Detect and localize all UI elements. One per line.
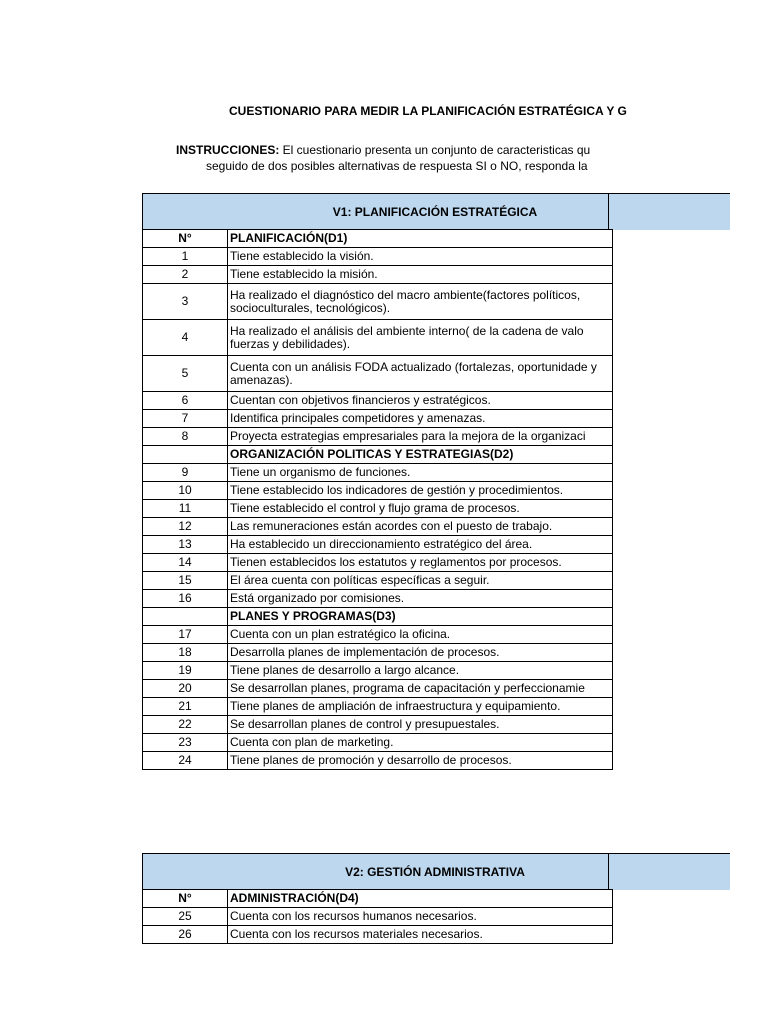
item-number: 24	[143, 752, 228, 770]
table-row	[143, 908, 613, 926]
item-number: 21	[143, 698, 228, 716]
questionnaire-title: CUESTIONARIO PARA MEDIR LA PLANIFICACIÓN ESTRATÉGICA Y G	[229, 104, 627, 118]
number-header-cell: N°	[143, 890, 228, 908]
table-row	[143, 500, 613, 518]
table-row	[143, 266, 613, 284]
item-number: 25	[143, 908, 228, 926]
item-text: Ha realizado el análisis del ambiente interno( de la cadena de valo fuerzas y debilidades).	[228, 320, 613, 356]
item-number: 9	[143, 464, 228, 482]
item-text: Está organizado por comisiones.	[228, 590, 613, 608]
dimension-header-cell: ORGANIZACIÓN POLITICAS Y ESTRATEGIAS(D2)	[228, 446, 613, 464]
item-text: Se desarrollan planes de control y presupuestales.	[228, 716, 613, 734]
table-row	[143, 428, 613, 446]
table-row	[143, 572, 613, 590]
table-row	[143, 464, 613, 482]
item-number: 22	[143, 716, 228, 734]
item-text: Tienen establecidos los estatutos y reglamentos por procesos.	[228, 554, 613, 572]
dimension-header-cell: PLANES Y PROGRAMAS(D3)	[228, 608, 613, 626]
item-number: 13	[143, 536, 228, 554]
item-number: 14	[143, 554, 228, 572]
item-number: 6	[143, 392, 228, 410]
table-row	[143, 392, 613, 410]
table-row	[143, 320, 613, 356]
item-text: Tiene planes de promoción y desarrollo de procesos.	[228, 752, 613, 770]
table-row	[143, 356, 613, 392]
item-text: Tiene establecido la visión.	[228, 248, 613, 266]
v1-title: V1: PLANIFICACIÓN ESTRATÉGICA	[332, 205, 538, 219]
item-text: Tiene planes de desarrollo a largo alcance.	[228, 662, 613, 680]
table-row	[143, 518, 613, 536]
instructions-text-1: El cuestionario presenta un conjunto de caracteristicas qu	[279, 143, 591, 157]
item-text: Las remuneraciones están acordes con el puesto de trabajo.	[228, 518, 613, 536]
item-text: Tiene establecido la misión.	[228, 266, 613, 284]
number-header-cell	[143, 608, 228, 626]
item-text: Tiene un organismo de funciones.	[228, 464, 613, 482]
dimension-header-cell: PLANIFICACIÓN(D1)	[228, 230, 613, 248]
table-row	[143, 662, 613, 680]
item-text: Tiene establecido el control y flujo grama de procesos.	[228, 500, 613, 518]
item-number: 23	[143, 734, 228, 752]
v2-header-bar	[142, 853, 730, 890]
item-text: El área cuenta con políticas específicas a seguir.	[228, 572, 613, 590]
v2-title: V2: GESTIÓN ADMINISTRATIVA	[345, 865, 525, 879]
number-header-cell	[143, 446, 228, 464]
item-number: 18	[143, 644, 228, 662]
instructions-label: INSTRUCCIONES:	[176, 143, 280, 157]
item-text: Desarrolla planes de implementación de procesos.	[228, 644, 613, 662]
table-row	[143, 626, 613, 644]
item-text: Cuenta con un análisis FODA actualizado (fortalezas, oportunidade y amenazas).	[228, 356, 613, 392]
item-text: Ha establecido un direccionamiento estratégico del área.	[228, 536, 613, 554]
dimension-row	[143, 608, 613, 626]
item-number: 17	[143, 626, 228, 644]
table-row	[143, 248, 613, 266]
item-text: Ha realizado el diagnóstico del macro ambiente(factores políticos, socioculturales, tecnológicos).	[228, 284, 613, 320]
v2-table	[142, 889, 613, 944]
table-row	[143, 644, 613, 662]
table-row	[143, 926, 613, 944]
dimension-header-cell: ADMINISTRACIÓN(D4)	[228, 890, 613, 908]
item-number: 4	[143, 320, 228, 356]
item-text: Proyecta estrategias empresariales para la mejora de la organizaci	[228, 428, 613, 446]
item-text: Cuenta con plan de marketing.	[228, 734, 613, 752]
item-number: 7	[143, 410, 228, 428]
item-number: 16	[143, 590, 228, 608]
table-row	[143, 734, 613, 752]
item-text: Cuentan con objetivos financieros y estratégicos.	[228, 392, 613, 410]
number-header-cell: N°	[143, 230, 228, 248]
table-row	[143, 590, 613, 608]
v1-table	[142, 229, 613, 770]
item-text: Se desarrollan planes, programa de capacitación y perfeccionamie	[228, 680, 613, 698]
instructions-line-1	[176, 143, 590, 157]
item-number: 5	[143, 356, 228, 392]
table-row	[143, 482, 613, 500]
dimension-row	[143, 890, 613, 908]
item-number: 15	[143, 572, 228, 590]
item-number: 11	[143, 500, 228, 518]
item-number: 19	[143, 662, 228, 680]
item-number: 20	[143, 680, 228, 698]
table-row	[143, 554, 613, 572]
item-number: 2	[143, 266, 228, 284]
item-text: Identifica principales competidores y amenazas.	[228, 410, 613, 428]
item-text: Cuenta con un plan estratégico la oficina.	[228, 626, 613, 644]
item-number: 10	[143, 482, 228, 500]
item-text: Cuenta con los recursos humanos necesarios.	[228, 908, 613, 926]
dimension-row	[143, 446, 613, 464]
instructions-line-2: seguido de dos posibles alternativas de respuesta SI o NO, responda la	[206, 159, 588, 173]
table-row	[143, 284, 613, 320]
item-number: 3	[143, 284, 228, 320]
item-number: 8	[143, 428, 228, 446]
table-row	[143, 680, 613, 698]
item-text: Cuenta con los recursos materiales necesarios.	[228, 926, 613, 944]
table-row	[143, 716, 613, 734]
table-row	[143, 698, 613, 716]
item-text: Tiene planes de ampliación de infraestructura y equipamiento.	[228, 698, 613, 716]
table-row	[143, 410, 613, 428]
dimension-row	[143, 230, 613, 248]
item-text: Tiene establecido los indicadores de gestión y procedimientos.	[228, 482, 613, 500]
table-row	[143, 752, 613, 770]
table-row	[143, 536, 613, 554]
item-number: 26	[143, 926, 228, 944]
item-number: 1	[143, 248, 228, 266]
v1-header-bar	[142, 193, 730, 230]
item-number: 12	[143, 518, 228, 536]
